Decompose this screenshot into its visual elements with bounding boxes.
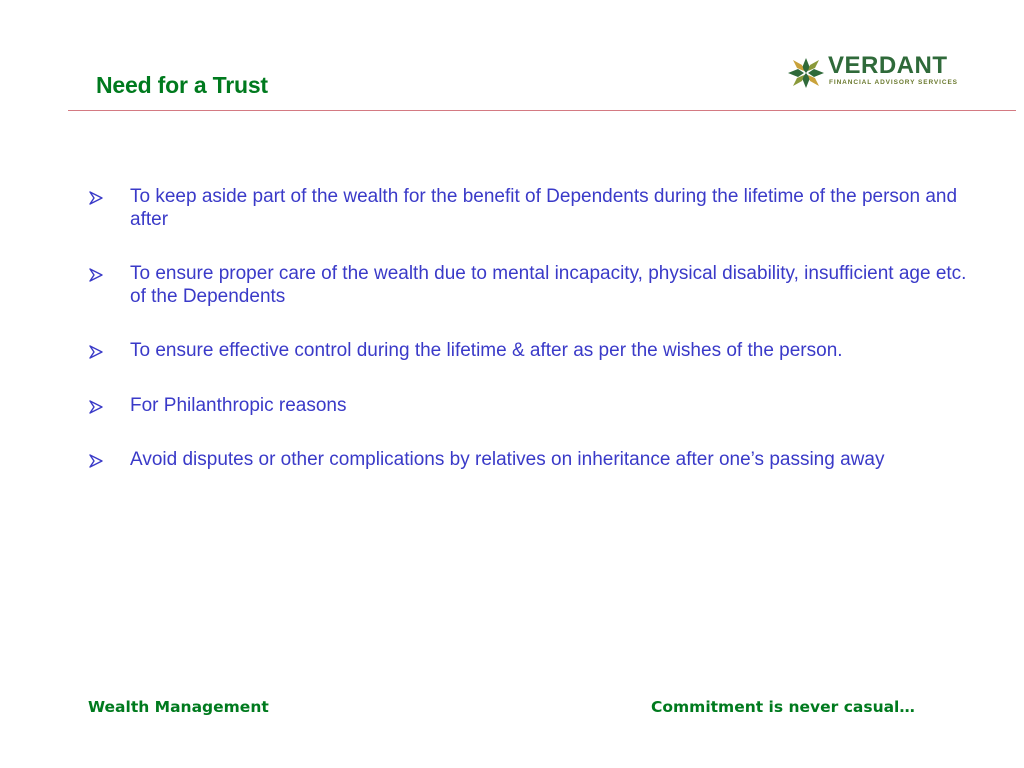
verdant-logo <box>786 52 966 94</box>
arrowhead-bullet-icon <box>88 399 104 415</box>
title-divider <box>68 110 1016 111</box>
arrowhead-bullet-icon <box>88 453 104 469</box>
bullet-text: To keep aside part of the wealth for the benefit of Dependents during the lifetime of the person and after <box>130 186 958 230</box>
bullet-item <box>88 263 978 308</box>
footer-left-text: Wealth Management <box>88 698 269 716</box>
bullet-item <box>88 395 978 418</box>
slide-title: Need for a Trust <box>96 72 268 98</box>
arrowhead-bullet-icon <box>88 267 104 283</box>
bullet-text: To ensure effective control during the lifetime & after as per the wishes of the person. <box>130 340 843 361</box>
logo-tagline: FINANCIAL ADVISORY SERVICES <box>829 79 958 86</box>
arrowhead-bullet-icon <box>88 344 104 360</box>
bullet-item <box>88 449 978 472</box>
bullet-text: To ensure proper care of the wealth due to mental incapacity, physical disability, insufficient age etc. of the Dependents <box>130 263 967 307</box>
bullet-list <box>88 186 978 504</box>
verdant-logo-mark-icon <box>786 54 826 92</box>
logo-wordmark: VERDANT <box>828 52 948 79</box>
bullet-text: Avoid disputes or other complications by relatives on inheritance after one’s passing away <box>130 449 885 470</box>
bullet-item <box>88 186 978 231</box>
bullet-text: For Philanthropic reasons <box>130 394 347 416</box>
bullet-item <box>88 340 978 363</box>
arrowhead-bullet-icon <box>88 190 104 206</box>
footer-right-text: Commitment is never casual… <box>651 698 915 716</box>
